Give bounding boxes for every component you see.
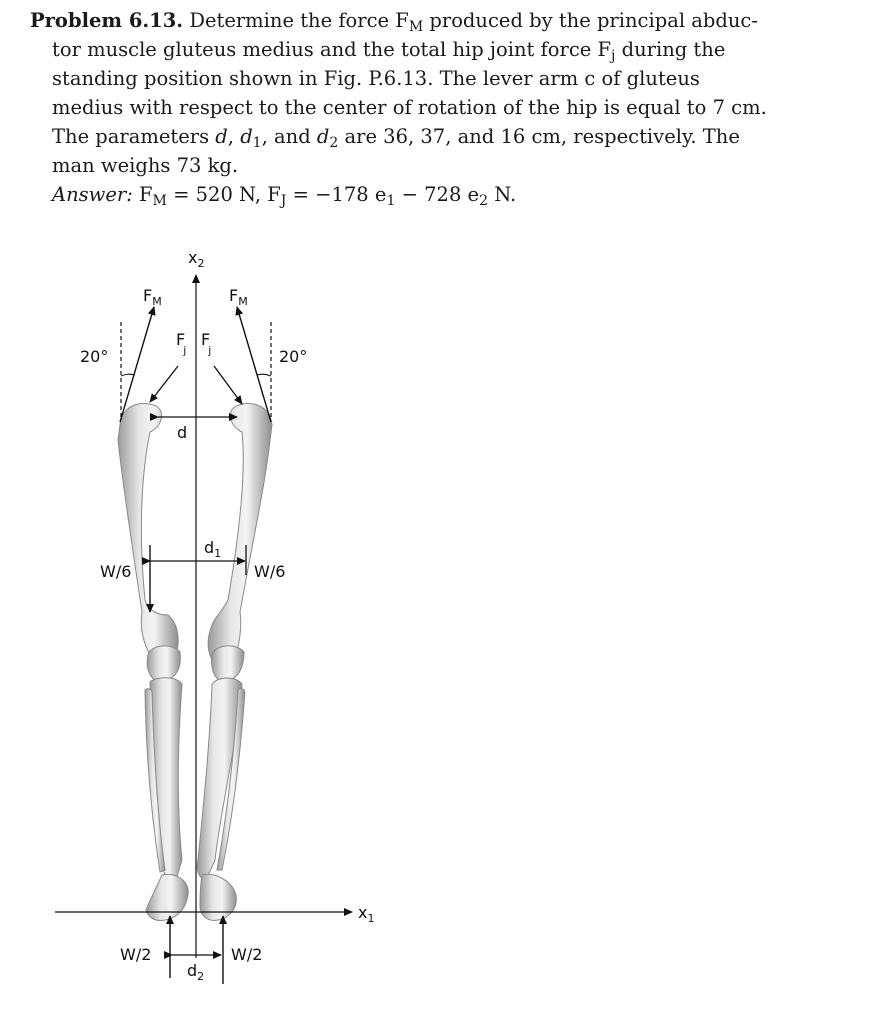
problem-line-1 bbox=[30, 6, 820, 35]
subscript: M bbox=[152, 192, 167, 209]
answer-text: = −178 e bbox=[286, 183, 387, 206]
problem-line-4 bbox=[30, 93, 820, 122]
problem-text: during the bbox=[615, 38, 726, 61]
x2-label: $x_2$ bbox=[188, 248, 205, 270]
fj-right-arrow bbox=[214, 366, 242, 404]
right-femur bbox=[208, 404, 272, 660]
problem-text: man weighs 73 kg. bbox=[52, 154, 239, 177]
answer-text: − 728 e bbox=[395, 183, 480, 206]
fj-right-label: F j bbox=[201, 330, 212, 357]
w2-left-label: W/2 bbox=[120, 945, 152, 964]
answer-text: = 520 N, F bbox=[166, 183, 281, 206]
right-foot bbox=[200, 874, 236, 920]
problem-text: Determine the force F bbox=[189, 9, 409, 32]
problem-text: , and bbox=[261, 125, 317, 148]
problem-heading: Problem 6.13. bbox=[30, 9, 184, 32]
answer-line bbox=[30, 180, 820, 209]
answer-text: N. bbox=[488, 183, 517, 206]
answer-text: F bbox=[138, 183, 153, 206]
subscript: 2 bbox=[329, 134, 339, 151]
angle-left-label: 20° bbox=[80, 347, 109, 366]
problem-text: tor muscle gluteus medius and the total hip joint force F bbox=[52, 38, 612, 61]
subscript: 2 bbox=[479, 192, 489, 209]
subscript: 1 bbox=[252, 134, 262, 151]
fj-left-label: F j bbox=[176, 330, 187, 357]
problem-line-3 bbox=[30, 64, 820, 93]
param-d: d bbox=[215, 125, 228, 148]
answer-label: Answer: bbox=[52, 183, 133, 206]
left-femur bbox=[118, 404, 178, 655]
w2-right-label: W/2 bbox=[231, 945, 263, 964]
problem-text: produced by the principal abduc- bbox=[429, 9, 758, 32]
fm-right-label: $F_M$ bbox=[229, 286, 248, 308]
right-angle-arc bbox=[257, 374, 271, 376]
angle-right-label: 20° bbox=[279, 347, 308, 366]
problem-statement bbox=[30, 6, 820, 209]
left-leg-bones bbox=[118, 404, 188, 921]
w6-left-label: W/6 bbox=[100, 562, 132, 581]
problem-text: standing position shown in Fig. P.6.13. The lever arm c of gluteus bbox=[52, 67, 700, 90]
left-knee bbox=[147, 646, 180, 682]
subscript: M bbox=[408, 18, 424, 35]
w6-right-label: W/6 bbox=[254, 562, 286, 581]
x1-label: $x_1$ bbox=[358, 903, 375, 925]
right-knee bbox=[212, 646, 245, 682]
param-d2: d bbox=[316, 125, 330, 148]
subscript: 1 bbox=[386, 192, 396, 209]
subscript: j bbox=[611, 47, 616, 64]
problem-text: medius with respect to the center of rotation of the hip is equal to 7 cm. bbox=[52, 96, 767, 119]
left-angle-arc bbox=[121, 374, 135, 376]
param-d1: d bbox=[240, 125, 253, 148]
subscript: J bbox=[280, 192, 287, 209]
right-leg-bones bbox=[197, 404, 272, 921]
problem-line-2 bbox=[30, 35, 820, 64]
d1-label: $d_1$ bbox=[204, 538, 222, 560]
problem-text: The parameters bbox=[52, 125, 216, 148]
d-label: d bbox=[177, 423, 188, 442]
problem-text: are 36, 37, and 16 cm, respectively. The bbox=[338, 125, 740, 148]
leg-skeleton-figure bbox=[0, 230, 869, 1024]
left-foot bbox=[146, 874, 188, 920]
problem-line-6 bbox=[30, 151, 820, 180]
problem-line-5: The parameters d, $d_1$, and $d_2$ are 36, 37, and 16 cm, respectively. The bbox=[52, 125, 740, 151]
fj-left-arrow bbox=[150, 366, 178, 402]
d2-label: $d_2$ bbox=[187, 961, 205, 983]
fm-left-label: $F_M$ bbox=[143, 286, 162, 308]
